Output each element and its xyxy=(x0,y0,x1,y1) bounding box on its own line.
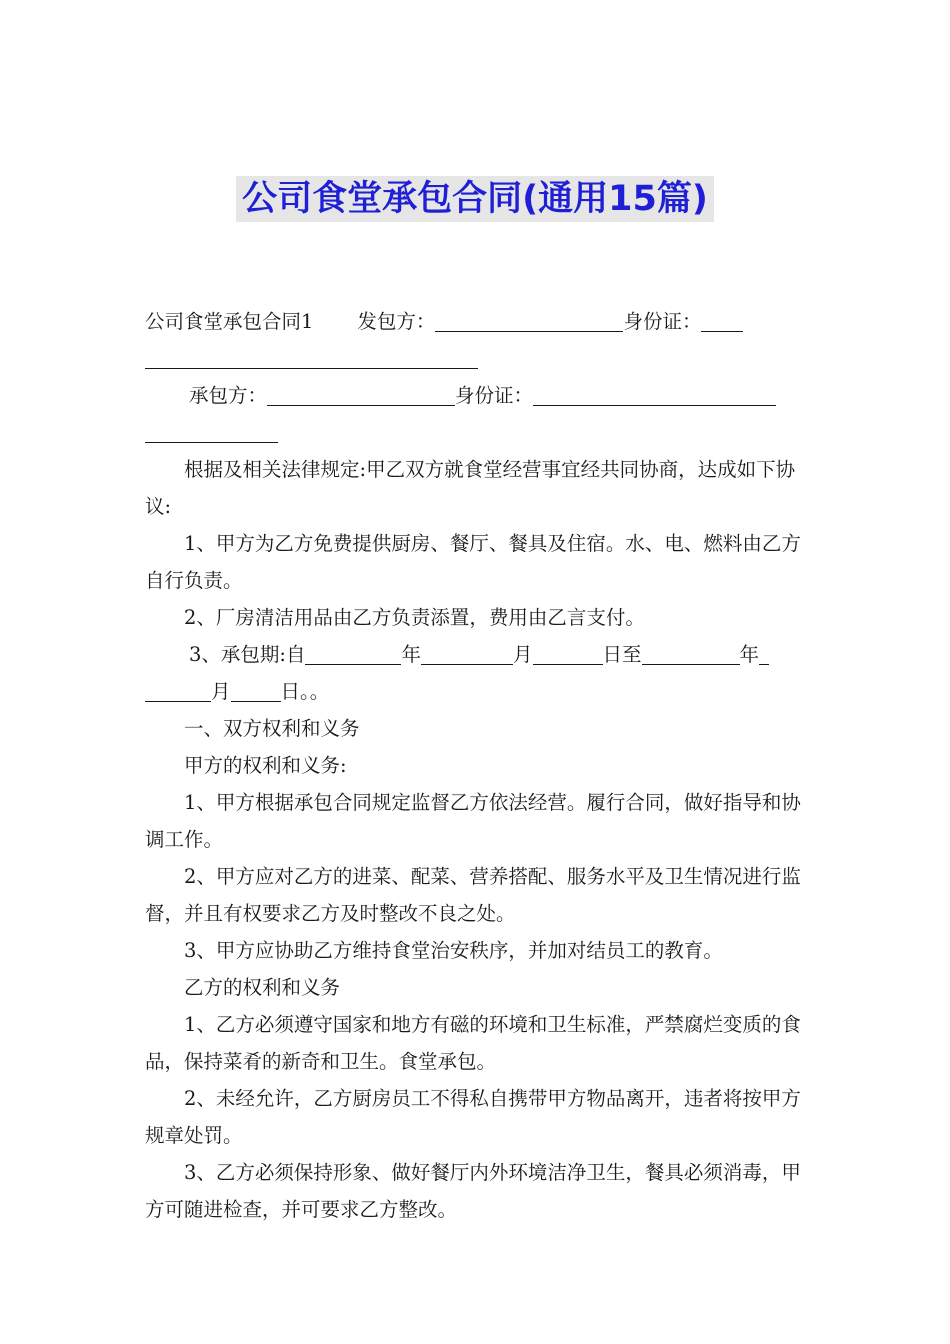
id-blank-2b xyxy=(145,417,278,443)
subsection-title: 乙方的权利和义务 xyxy=(184,976,341,999)
document-body xyxy=(145,303,805,1228)
id-blank-2a xyxy=(533,380,776,406)
party-a-line xyxy=(145,303,805,340)
term-line xyxy=(145,636,805,673)
month-blank-2a xyxy=(759,639,769,665)
paragraph: 1、乙方必须遵守国家和地方有磁的环境和卫生标准，严禁腐烂变质的食品，保持菜肴的新奇和卫生。食堂承包。 xyxy=(145,1013,801,1073)
title-container xyxy=(0,176,950,222)
term-line-cont xyxy=(145,673,805,710)
party-b-blank xyxy=(267,380,455,406)
subsection-title: 甲方的权利和义务: xyxy=(184,754,347,777)
section-title: 一、双方权利和义务 xyxy=(184,717,360,740)
party-b-line xyxy=(145,377,805,414)
term-month-2: 月 xyxy=(211,680,231,703)
party-a-label: 发包方： xyxy=(357,310,436,333)
document-title: 公司食堂承包合同(通用15篇) xyxy=(236,176,714,222)
paragraph: 2、厂房清洁用品由乙方负责添置，费用由乙言支付。 xyxy=(184,606,645,629)
day-blank-2 xyxy=(231,676,281,702)
term-month-1: 月 xyxy=(513,643,533,666)
paragraph: 2、甲方应对乙方的进菜、配菜、营养搭配、服务水平及卫生情况进行监督，并且有权要求乙方及时整改不良之处。 xyxy=(145,865,801,925)
month-blank-1 xyxy=(421,639,513,665)
year-blank-2 xyxy=(642,639,740,665)
term-year-2: 年 xyxy=(739,643,760,666)
term-day-to: 日至 xyxy=(602,643,642,666)
month-blank-2b xyxy=(145,676,211,702)
id-blank-1a xyxy=(701,306,743,332)
term-prefix: 3、承包期:自 xyxy=(189,643,306,666)
year-blank-1 xyxy=(305,639,401,665)
paragraph: 3、乙方必须保持形象、做好餐厅内外环境洁净卫生，餐具必须消毒，甲方可随进检查，并可要求乙方整改。 xyxy=(145,1161,801,1221)
paragraph: 1、甲方为乙方免费提供厨房、餐厅、餐具及住宿。水、电、燃料由乙方自行负责。 xyxy=(145,532,801,592)
paragraph: 2、未经允许，乙方厨房员工不得私自携带甲方物品离开，违者将按甲方规章处罚。 xyxy=(145,1087,801,1147)
party-a-line-cont xyxy=(145,340,805,377)
party-a-blank xyxy=(435,306,623,332)
term-year-1: 年 xyxy=(401,643,421,666)
section-heading: 公司食堂承包合同1 xyxy=(145,310,314,333)
paragraph: 1、甲方根据承包合同规定监督乙方依法经营。履行合同，做好指导和协调工作。 xyxy=(145,791,801,851)
paragraph: 3、甲方应协助乙方维持食堂治安秩序，并加对结员工的教育。 xyxy=(184,939,723,962)
party-b-label: 承包方： xyxy=(189,384,268,407)
paragraph: 根据及相关法律规定:甲乙双方就食堂经营事宜经共同协商，达成如下协议: xyxy=(145,458,796,518)
id-label-2: 身份证： xyxy=(455,384,534,407)
id-label-1: 身份证： xyxy=(623,310,702,333)
term-day-end: 日。。 xyxy=(280,680,330,703)
party-b-line-cont xyxy=(145,414,805,451)
id-blank-1b xyxy=(145,343,478,369)
day-blank-1 xyxy=(533,639,603,665)
